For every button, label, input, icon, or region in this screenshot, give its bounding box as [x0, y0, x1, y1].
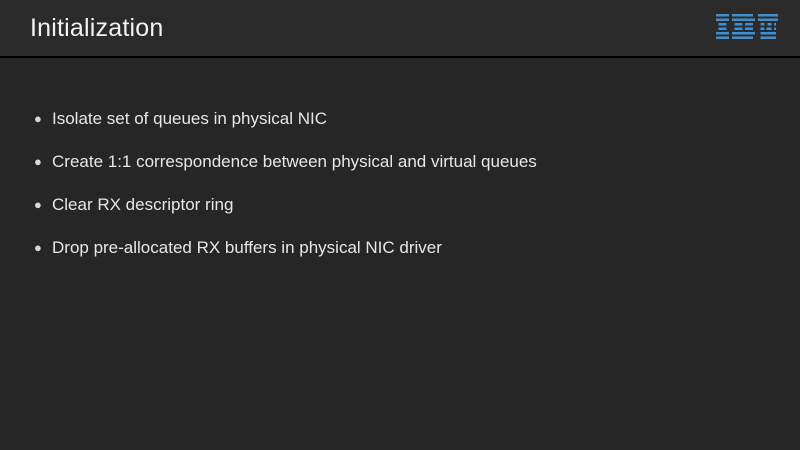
- list-item: [34, 106, 764, 132]
- list-item-label: Isolate set of queues in physical NIC: [52, 109, 327, 128]
- bullet-list: [34, 106, 764, 278]
- list-item-label: Create 1:1 correspondence between physical and virtual queues: [52, 152, 537, 171]
- list-item: [34, 149, 764, 175]
- page-title: Initialization: [30, 14, 164, 42]
- list-item: [34, 192, 764, 218]
- bullet-dot-icon: ●: [34, 197, 42, 212]
- bullet-dot-icon: ●: [34, 154, 42, 169]
- list-item-label: Drop pre-allocated RX buffers in physical NIC driver: [52, 238, 442, 257]
- list-item-label: Clear RX descriptor ring: [52, 195, 234, 214]
- bullet-dot-icon: ●: [34, 111, 42, 126]
- ibm-logo: [716, 14, 778, 40]
- slide-header: [0, 0, 800, 56]
- bullet-dot-icon: ●: [34, 240, 42, 255]
- slide-content: [0, 58, 800, 450]
- list-item: [34, 235, 764, 261]
